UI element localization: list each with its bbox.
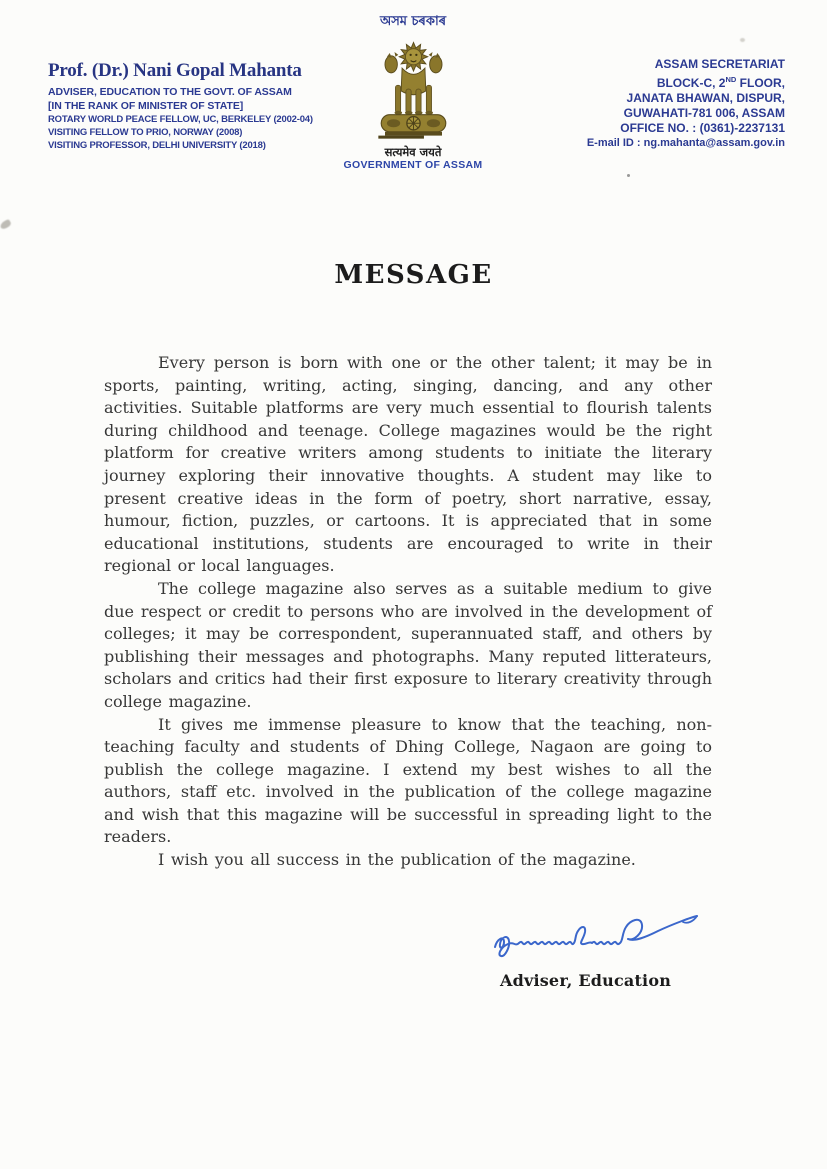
address-secretariat: ASSAM SECRETARIAT xyxy=(654,57,785,71)
paragraph-4: I wish you all success in the publication of the magazine. xyxy=(158,850,636,870)
signatory-designation: Adviser, Education xyxy=(499,971,672,990)
paragraph-3: It gives me immense pleasure to know that the teaching, non-teaching faculty and students of Dhing College, Nagaon are going to publish the college magazine. I extend my best wishes to all the authors, staff etc. involved in the publication of the college magazine and wish that this magazine will be successful in spreading light to the readers. xyxy=(104,714,712,847)
address-block-floor xyxy=(587,72,785,91)
sender-name: Prof. (Dr.) Nani Gopal Mahanta xyxy=(48,60,302,81)
sender-credential-2: VISITING FELLOW TO PRIO, NORWAY (2008) xyxy=(48,127,243,138)
message-body xyxy=(104,352,712,872)
page-title: MESSAGE xyxy=(334,260,493,290)
signature-scribble xyxy=(488,901,703,963)
paragraph-1: Every person is born with one or the other talent; it may be in sports, painting, writing, acting, singing, dancing, and any other activities. Suitable platforms are very much essential to flourish talents during childhood and teenage. College magazines would be the right platform for creative writers among students to initiate the literary journey exploring their innovative thoughts. A student may like to present creative ideas in the form of poetry, short narrative, essay, humour, fiction, puzzles, or cartoons. It is appreciated that in some educational institutions, students are encouraged to write in their regional or local languages. xyxy=(104,353,712,576)
assamese-government-title: অসম চৰকাৰ xyxy=(379,14,447,29)
government-of-assam-label: GOVERNMENT OF ASSAM xyxy=(343,159,483,171)
address-bhawan: JANATA BHAWAN, DISPUR, xyxy=(626,91,785,105)
emblem-block xyxy=(313,12,513,172)
sender-designation: ADVISER, EDUCATION TO THE GOVT. OF ASSAM xyxy=(48,86,292,98)
office-address-block xyxy=(587,57,785,151)
address-floor-ordinal: ND xyxy=(725,75,737,84)
scan-speck xyxy=(740,38,745,42)
address-block-post: FLOOR, xyxy=(736,76,785,90)
address-block-pre: BLOCK-C, 2 xyxy=(656,76,726,90)
address-city: GUWAHATI-781 006, ASSAM xyxy=(623,106,785,120)
sender-credential-3: VISITING PROFESSOR, DELHI UNIVERSITY (2018) xyxy=(48,140,266,151)
paragraph-2: The college magazine also serves as a suitable medium to give due respect or credit to persons who are involved in the development of colleges; it may be correspondent, superannuated staff, and others by publishing their messages and photographs. Many reputed litterateurs, scholars and critics had their first exposure to literary creativity through college magazine. xyxy=(104,578,712,711)
office-email: E-mail ID : ng.mahanta@assam.gov.in xyxy=(586,137,785,149)
sender-credential-1: ROTARY WORLD PEACE FELLOW, UC, BERKELEY (2002-04) xyxy=(48,114,313,125)
scan-smudge xyxy=(0,219,12,230)
sender-rank: [IN THE RANK OF MINISTER OF STATE] xyxy=(48,99,244,112)
satyameva-jayate-motto: सत्यमेव जयते xyxy=(384,145,442,159)
office-phone: OFFICE NO. : (0361)-2237131 xyxy=(620,121,785,135)
scan-dot xyxy=(627,174,630,177)
lion-capital-of-ashoka-icon xyxy=(366,35,461,145)
